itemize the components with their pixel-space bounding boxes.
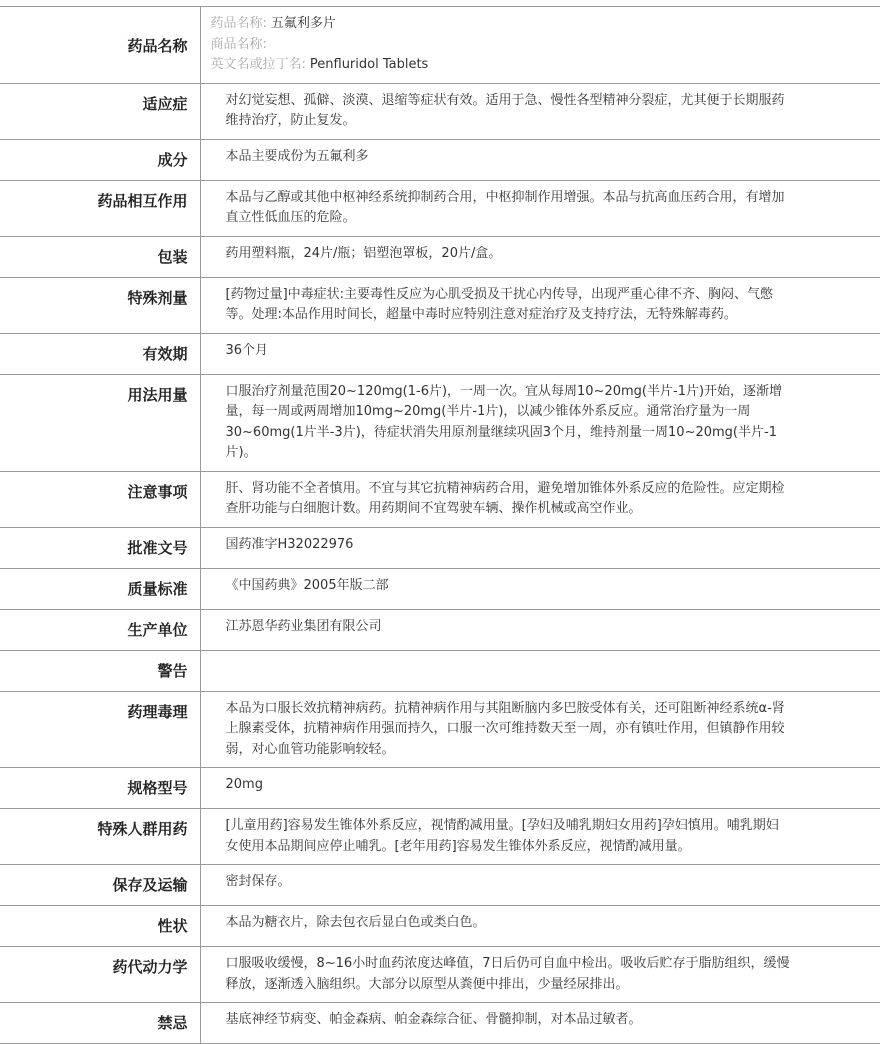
row-label: 适应症 [0,83,200,139]
row-label: 注意事项 [0,471,200,527]
info-row [0,83,880,139]
row-drug-name [0,7,880,84]
row-value: 《中国药典》2005年版二部 [200,568,880,609]
info-row [0,180,880,236]
row-value: 口服吸收缓慢，8~16小时血药浓度达峰值，7日后仍可自血中检出。吸收后贮存于脂肪组织，缓慢释放，逐渐透入脑组织。大部分以原型从粪便中排出，少量经尿排出。 [200,947,880,1003]
row-value: [儿童用药]容易发生锥体外系反应，视情酌减用量。[孕妇及哺乳期妇女用药]孕妇慎用。哺乳期妇女使用本品期间应停止哺乳。[老年用药]容易发生锥体外系反应，视情酌减用量。 [200,809,880,865]
row-value: 本品为糖衣片，除去包衣后显白色或类白色。 [200,906,880,947]
info-row [0,768,880,809]
english-name-line [211,55,791,76]
english-name-value: Penfluridol Tablets [309,57,429,72]
info-row [0,906,880,947]
row-value: 密封保存。 [200,865,880,906]
row-value: 药用塑料瓶，24片/瓶；铝塑泡罩板，20片/盒。 [200,236,880,277]
trade-name-key: 商品名称: [210,36,267,52]
row-label: 批准文号 [0,527,200,568]
info-row [0,568,880,609]
row-value: [药物过量]中毒症状:主要毒性反应为心肌受损及干扰心内传导，出现严重心律不齐、胸闷、气憋等。处理:本品作用时间长，超量中毒时应特别注意对症治疗及支持疗法，无特殊解毒药。 [200,277,880,333]
row-label: 药品相互作用 [0,180,200,236]
info-row [0,333,880,374]
info-row [0,374,880,471]
row-label: 性状 [0,906,200,947]
row-value: 本品为口服长效抗精神病药。抗精神病作用与其阻断脑内多巴胺受体有关，还可阻断神经系统α-肾上腺素受体，抗精神病作用强而持久，口服一次可维持数天至一周，亦有镇吐作用，但镇静作用较弱，对心血管功能影响较轻。 [200,691,880,768]
drug-name-cell [200,7,880,84]
info-row [0,865,880,906]
row-value: 对幻觉妄想、孤僻、淡漠、退缩等症状有效。适用于急、慢性各型精神分裂症，尤其便于长期服药维持治疗，防止复发。 [200,83,880,139]
row-value: 本品与乙醇或其他中枢神经系统抑制药合用，中枢抑制作用增强。本品与抗高血压药合用，有增加直立性低血压的危险。 [200,180,880,236]
row-label: 包装 [0,236,200,277]
info-row [0,609,880,650]
english-name-key: 英文名或拉丁名: [210,57,306,72]
drug-info-table [0,6,880,1044]
row-label: 生产单位 [0,609,200,650]
row-label: 药品名称 [0,7,200,84]
row-label: 有效期 [0,333,200,374]
row-label: 质量标准 [0,568,200,609]
info-row [0,471,880,527]
row-value: 基底神经节病变、帕金森病、帕金森综合征、骨髓抑制，对本品过敏者。 [200,1003,880,1044]
trade-name-line [211,35,791,56]
generic-name-value: 五氟利多片 [270,16,336,31]
info-row [0,691,880,768]
info-row [0,527,880,568]
row-value: 江苏恩华药业集团有限公司 [200,609,880,650]
row-label: 药理毒理 [0,691,200,768]
row-label: 禁忌 [0,1003,200,1044]
row-value: 肝、肾功能不全者慎用。不宜与其它抗精神病药合用，避免增加锥体外系反应的危险性。应定期检查肝功能与白细胞计数。用药期间不宜驾驶车辆、操作机械或高空作业。 [200,471,880,527]
info-row [0,809,880,865]
info-row [0,947,880,1003]
row-label: 药代动力学 [0,947,200,1003]
row-label: 用法用量 [0,374,200,471]
info-row [0,1003,880,1044]
row-value [200,650,880,691]
generic-name-line [211,14,791,35]
row-value: 国药准字H32022976 [200,527,880,568]
row-value: 36个月 [200,333,880,374]
info-row [0,139,880,180]
info-row [0,236,880,277]
row-value: 20mg [200,768,880,809]
info-row [0,650,880,691]
row-label: 成分 [0,139,200,180]
row-label: 保存及运输 [0,865,200,906]
row-value: 本品主要成份为五氟利多 [200,139,880,180]
row-label: 特殊人群用药 [0,809,200,865]
row-label: 警告 [0,650,200,691]
row-label: 规格型号 [0,768,200,809]
row-value: 口服治疗剂量范围20~120mg(1-6片)，一周一次。宜从每周10~20mg(半片-1片)开始，逐渐增量，每一周或两周增加10mg~20mg(半片-1片)，以减少锥体外系反应。通常治疗量为一周30~60mg(1片半-3片)，待症状消失用原剂量继续巩固3个月，维持剂量一周10~20mg(半片-1片)。 [200,374,880,471]
row-label: 特殊剂量 [0,277,200,333]
generic-name-key: 药品名称: [210,16,267,31]
drug-info-body [0,7,880,1044]
info-row [0,277,880,333]
